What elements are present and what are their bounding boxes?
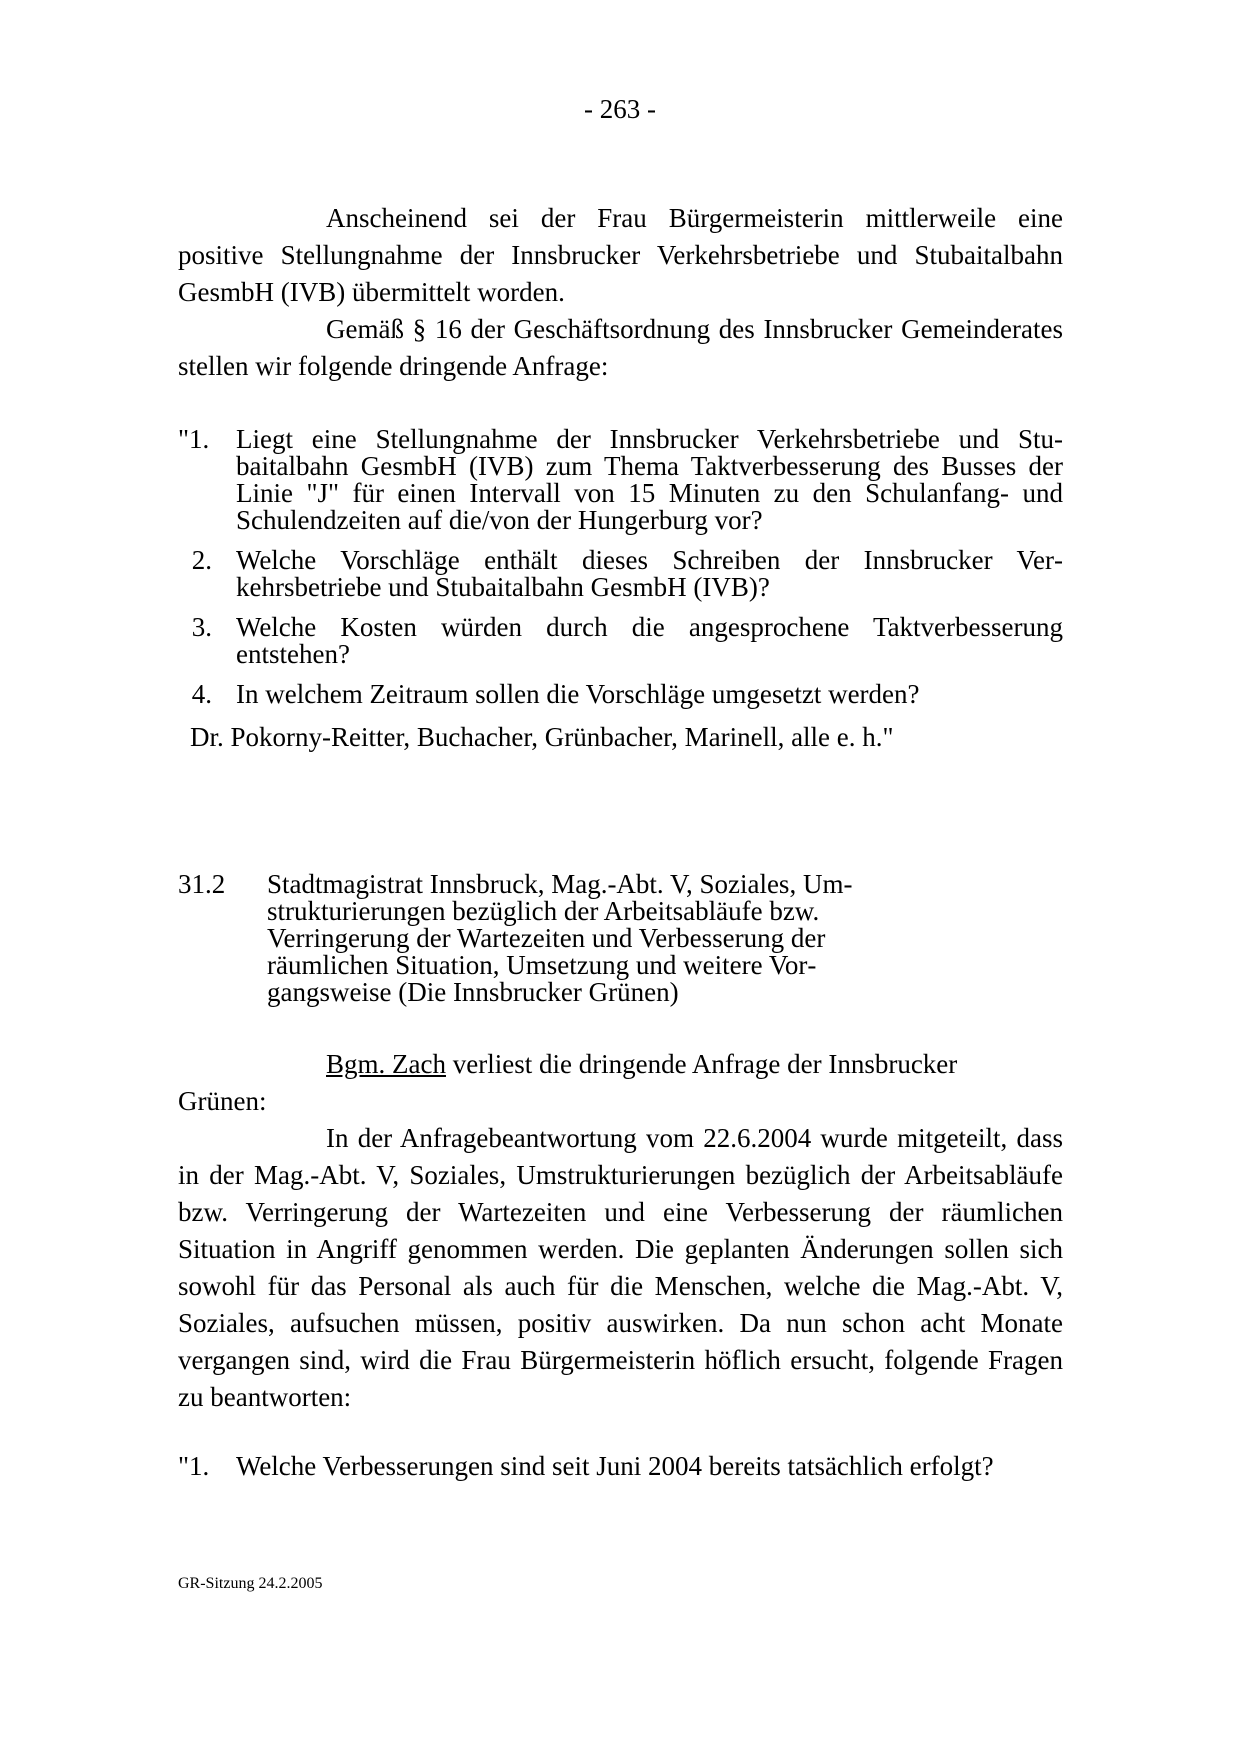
- list-item-text: Welche Verbesserungen sind seit Juni 2004 bereits tatsächlich erfolgt?: [236, 1451, 994, 1481]
- page-number: - 263 -: [584, 94, 656, 124]
- list-item: [178, 426, 1063, 534]
- reading-statement: [178, 1046, 1063, 1120]
- list-item-text: Liegt eine Stellungnahme der Innsbrucker Verkehrsbetriebe und Stubaitalbahn GesmbH (IVB) zum Thema Taktverbesserung des Busses der Linie "J" für einen Intervall von 15 Minuten zu den Schulanfang- und Schulendzeiten auf die/von der Hungerburg vor?: [236, 424, 1063, 535]
- list-item: [178, 1453, 1063, 1480]
- list-item-text: Welche Vorschläge enthält dieses Schreiben der Innsbrucker Verkehrsbetriebe und Stubaitalbahn GesmbH (IVB)?: [236, 545, 1063, 602]
- agenda-item-number: 31.2: [178, 869, 226, 899]
- list-item: [178, 547, 1063, 601]
- speaker-name: Bgm. Zach: [326, 1049, 446, 1079]
- list-item-number: 2.: [191, 545, 212, 575]
- question-list-ivb: [178, 426, 1063, 752]
- list-item: [178, 681, 1063, 708]
- list-item-number: 3.: [191, 612, 212, 642]
- footer: GR-Sitzung 24.2.2005: [178, 1575, 323, 1592]
- paragraph-intro: Anscheinend sei der Frau Bürgermeisterin mittlerweile eine positive Stellungnahme der Innsbrucker Verkehrsbetriebe und Stubaitalbahn GesmbH (IVB) übermittelt worden.: [178, 203, 1063, 307]
- list-item-number: "1.: [178, 1451, 210, 1481]
- paragraph-inquiry: In der Anfragebeantwortung vom 22.6.2004 wurde mitgeteilt, dass in der Mag.-Abt. V, Soziales, Umstrukturierungen bezüglich der Arbeitsabläufe bzw. Verringerung der Wartezeiten und eine Verbesserung der räumlichen Situation in Angriff genommen werden. Die geplanten Änderungen sollen sich sowohl für das Personal als auch für die Menschen, welche die Mag.-Abt. V, Soziales, aufsuchen müssen, positiv auswirken. Da nun schon acht Monate vergangen sind, wird die Frau Bürgermeisterin höflich ersucht, folgende Fragen zu beantworten:: [178, 1123, 1063, 1412]
- list-item-text: Welche Kosten würden durch die angesprochene Taktverbesserung entstehen?: [236, 612, 1063, 669]
- question-list-social: [178, 1453, 1063, 1480]
- list-item-number: 4.: [191, 679, 212, 709]
- list-item-number: "1.: [178, 424, 210, 454]
- signatories: Dr. Pokorny-Reitter, Buchacher, Grünbacher, Marinell, alle e. h.": [190, 722, 894, 752]
- agenda-item-title: Stadtmagistrat Innsbruck, Mag.-Abt. V, Soziales, Umstrukturierungen bezüglich der Arbeitsabläufe bzw. Verringerung der Wartezeiten und Verbesserung der räumlichen Situation, Umsetzung und weitere Vorgangsweise (Die Innsbrucker Grünen): [267, 869, 853, 1007]
- list-item: [178, 614, 1063, 668]
- reading-continuation: Grünen:: [178, 1086, 267, 1116]
- reading-text: verliest die dringende Anfrage der Innsbrucker: [445, 1049, 958, 1079]
- paragraph-rules-reference: Gemäß § 16 der Geschäftsordnung des Innsbrucker Gemeinderates stellen wir folgende dringende Anfrage:: [178, 314, 1063, 381]
- list-item-text: In welchem Zeitraum sollen die Vorschläge umgesetzt werden?: [236, 679, 920, 709]
- agenda-item: [178, 871, 918, 1006]
